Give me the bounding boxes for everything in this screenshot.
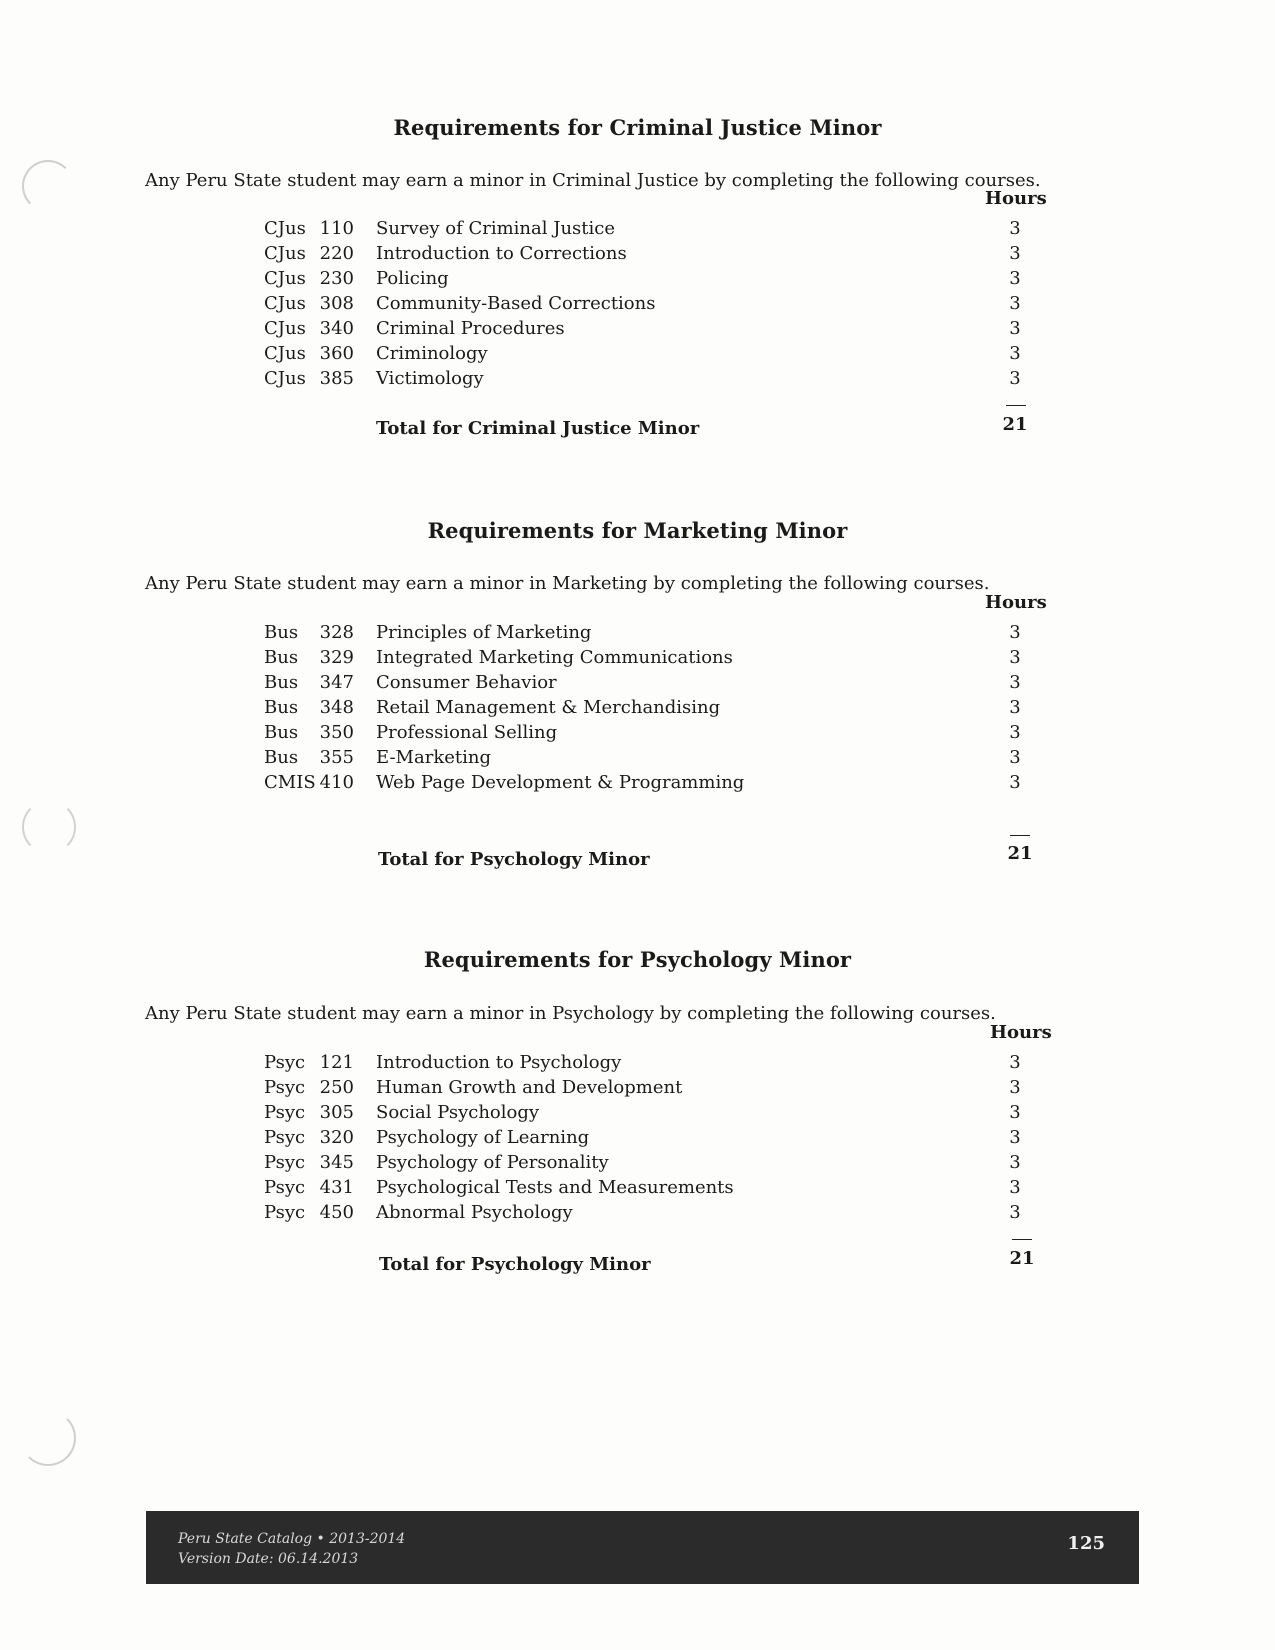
course-name: Web Page Development & Programming bbox=[376, 772, 745, 793]
course-name: Principles of Marketing bbox=[376, 622, 592, 643]
hours-header: Hours bbox=[990, 1022, 1052, 1043]
course-number: 320 bbox=[319, 1127, 354, 1148]
section-title: Requirements for Criminal Justice Minor bbox=[393, 115, 882, 140]
course-hours: 3 bbox=[1009, 218, 1021, 239]
course-number: 340 bbox=[319, 318, 354, 339]
course-number: 348 bbox=[319, 697, 354, 718]
course-hours: 3 bbox=[1009, 1202, 1021, 1223]
page-footer bbox=[146, 1511, 1139, 1584]
course-name: Psychology of Personality bbox=[376, 1152, 609, 1173]
course-hours: 3 bbox=[1009, 697, 1021, 718]
course-row bbox=[0, 647, 1275, 672]
course-dept: Bus bbox=[264, 647, 299, 668]
total-rule bbox=[1010, 835, 1030, 836]
course-number: 230 bbox=[319, 268, 354, 289]
course-dept: CJus bbox=[264, 243, 306, 264]
total-hours: 21 bbox=[1009, 1248, 1035, 1269]
course-dept: Psyc bbox=[264, 1077, 306, 1098]
course-hours: 3 bbox=[1009, 647, 1021, 668]
course-dept: Bus bbox=[264, 722, 299, 743]
course-dept: CJus bbox=[264, 368, 306, 389]
course-name: Psychology of Learning bbox=[376, 1127, 590, 1148]
course-number: 250 bbox=[319, 1077, 354, 1098]
course-dept: Bus bbox=[264, 622, 299, 643]
course-name: Psychological Tests and Measurements bbox=[376, 1177, 734, 1198]
course-row bbox=[0, 343, 1275, 368]
course-number: 355 bbox=[319, 747, 354, 768]
course-name: Criminal Procedures bbox=[376, 318, 565, 339]
course-dept: Psyc bbox=[264, 1202, 306, 1223]
course-name: Policing bbox=[376, 268, 449, 289]
course-name: Community-Based Corrections bbox=[376, 293, 656, 314]
course-hours: 3 bbox=[1009, 243, 1021, 264]
course-row bbox=[0, 243, 1275, 268]
course-number: 345 bbox=[319, 1152, 354, 1173]
total-hours: 21 bbox=[1007, 843, 1033, 864]
total-hours: 21 bbox=[1002, 414, 1028, 435]
course-name: Human Growth and Development bbox=[376, 1077, 683, 1098]
course-dept: CJus bbox=[264, 218, 306, 239]
course-name: Introduction to Corrections bbox=[376, 243, 627, 264]
course-hours: 3 bbox=[1009, 622, 1021, 643]
course-row bbox=[0, 293, 1275, 318]
course-dept: CJus bbox=[264, 318, 306, 339]
course-number: 305 bbox=[319, 1102, 354, 1123]
course-row bbox=[0, 722, 1275, 747]
course-dept: Psyc bbox=[264, 1127, 306, 1148]
course-number: 329 bbox=[319, 647, 354, 668]
course-row bbox=[0, 1127, 1275, 1152]
footer-catalog-title: Peru State Catalog • 2013-2014 bbox=[178, 1531, 406, 1547]
course-number: 121 bbox=[319, 1052, 354, 1073]
course-hours: 3 bbox=[1009, 772, 1021, 793]
course-hours: 3 bbox=[1009, 672, 1021, 693]
course-dept: CJus bbox=[264, 268, 306, 289]
course-row bbox=[0, 672, 1275, 697]
total-label: Total for Criminal Justice Minor bbox=[376, 418, 700, 439]
course-hours: 3 bbox=[1009, 368, 1021, 389]
course-hours: 3 bbox=[1009, 268, 1021, 289]
course-hours: 3 bbox=[1009, 1127, 1021, 1148]
course-row bbox=[0, 1052, 1275, 1077]
course-number: 220 bbox=[319, 243, 354, 264]
course-row bbox=[0, 1102, 1275, 1127]
course-name: Integrated Marketing Communications bbox=[376, 647, 733, 668]
course-hours: 3 bbox=[1009, 1102, 1021, 1123]
punch-hole-mark bbox=[22, 160, 74, 212]
course-dept: Bus bbox=[264, 672, 299, 693]
course-dept: Bus bbox=[264, 697, 299, 718]
course-number: 410 bbox=[319, 772, 354, 793]
course-name: Retail Management & Merchandising bbox=[376, 697, 721, 718]
course-name: Consumer Behavior bbox=[376, 672, 557, 693]
course-number: 431 bbox=[319, 1177, 354, 1198]
course-hours: 3 bbox=[1009, 722, 1021, 743]
course-number: 347 bbox=[319, 672, 354, 693]
total-rule bbox=[1006, 405, 1026, 406]
course-number: 110 bbox=[319, 218, 354, 239]
course-dept: Psyc bbox=[264, 1177, 306, 1198]
course-number: 328 bbox=[319, 622, 354, 643]
course-name: Victimology bbox=[376, 368, 484, 389]
section-title: Requirements for Psychology Minor bbox=[423, 947, 852, 972]
section-intro: Any Peru State student may earn a minor in Criminal Justice by completing the following courses. bbox=[145, 170, 1041, 191]
hours-header: Hours bbox=[985, 592, 1047, 613]
course-hours: 3 bbox=[1009, 1052, 1021, 1073]
course-hours: 3 bbox=[1009, 1177, 1021, 1198]
course-dept: CMIS bbox=[264, 772, 316, 793]
course-hours: 3 bbox=[1009, 293, 1021, 314]
course-dept: CJus bbox=[264, 293, 306, 314]
footer-version-date: Version Date: 06.14.2013 bbox=[178, 1551, 359, 1567]
course-hours: 3 bbox=[1009, 343, 1021, 364]
section-intro: Any Peru State student may earn a minor in Marketing by completing the following courses. bbox=[145, 573, 990, 594]
punch-hole-mark bbox=[22, 800, 76, 854]
course-hours: 3 bbox=[1009, 1152, 1021, 1173]
course-row bbox=[0, 1202, 1275, 1227]
section-title: Requirements for Marketing Minor bbox=[427, 518, 848, 543]
course-dept: CJus bbox=[264, 343, 306, 364]
total-rule bbox=[1012, 1239, 1032, 1240]
course-name: Social Psychology bbox=[376, 1102, 540, 1123]
course-name: Survey of Criminal Justice bbox=[376, 218, 615, 239]
total-label: Total for Psychology Minor bbox=[379, 1254, 651, 1275]
course-row bbox=[0, 318, 1275, 343]
course-name: E-Marketing bbox=[376, 747, 491, 768]
course-number: 350 bbox=[319, 722, 354, 743]
course-row bbox=[0, 772, 1275, 797]
hours-header: Hours bbox=[985, 188, 1047, 209]
course-row bbox=[0, 697, 1275, 722]
course-hours: 3 bbox=[1009, 747, 1021, 768]
section-intro: Any Peru State student may earn a minor in Psychology by completing the following courses. bbox=[145, 1003, 996, 1024]
course-row bbox=[0, 1152, 1275, 1177]
course-row bbox=[0, 218, 1275, 243]
course-name: Professional Selling bbox=[376, 722, 558, 743]
course-hours: 3 bbox=[1009, 1077, 1021, 1098]
course-dept: Psyc bbox=[264, 1152, 306, 1173]
course-row bbox=[0, 268, 1275, 293]
page-number: 125 bbox=[1067, 1533, 1105, 1554]
course-name: Introduction to Psychology bbox=[376, 1052, 622, 1073]
course-hours: 3 bbox=[1009, 318, 1021, 339]
course-number: 308 bbox=[319, 293, 354, 314]
course-name: Abnormal Psychology bbox=[376, 1202, 573, 1223]
course-row bbox=[0, 1077, 1275, 1102]
course-number: 450 bbox=[319, 1202, 354, 1223]
course-number: 360 bbox=[319, 343, 354, 364]
punch-hole-mark bbox=[20, 1410, 76, 1466]
course-dept: Bus bbox=[264, 747, 299, 768]
course-name: Criminology bbox=[376, 343, 488, 364]
course-row bbox=[0, 622, 1275, 647]
course-row bbox=[0, 1177, 1275, 1202]
course-number: 385 bbox=[319, 368, 354, 389]
course-row bbox=[0, 368, 1275, 393]
course-dept: Psyc bbox=[264, 1052, 306, 1073]
course-dept: Psyc bbox=[264, 1102, 306, 1123]
course-row bbox=[0, 747, 1275, 772]
total-label: Total for Psychology Minor bbox=[378, 849, 650, 870]
